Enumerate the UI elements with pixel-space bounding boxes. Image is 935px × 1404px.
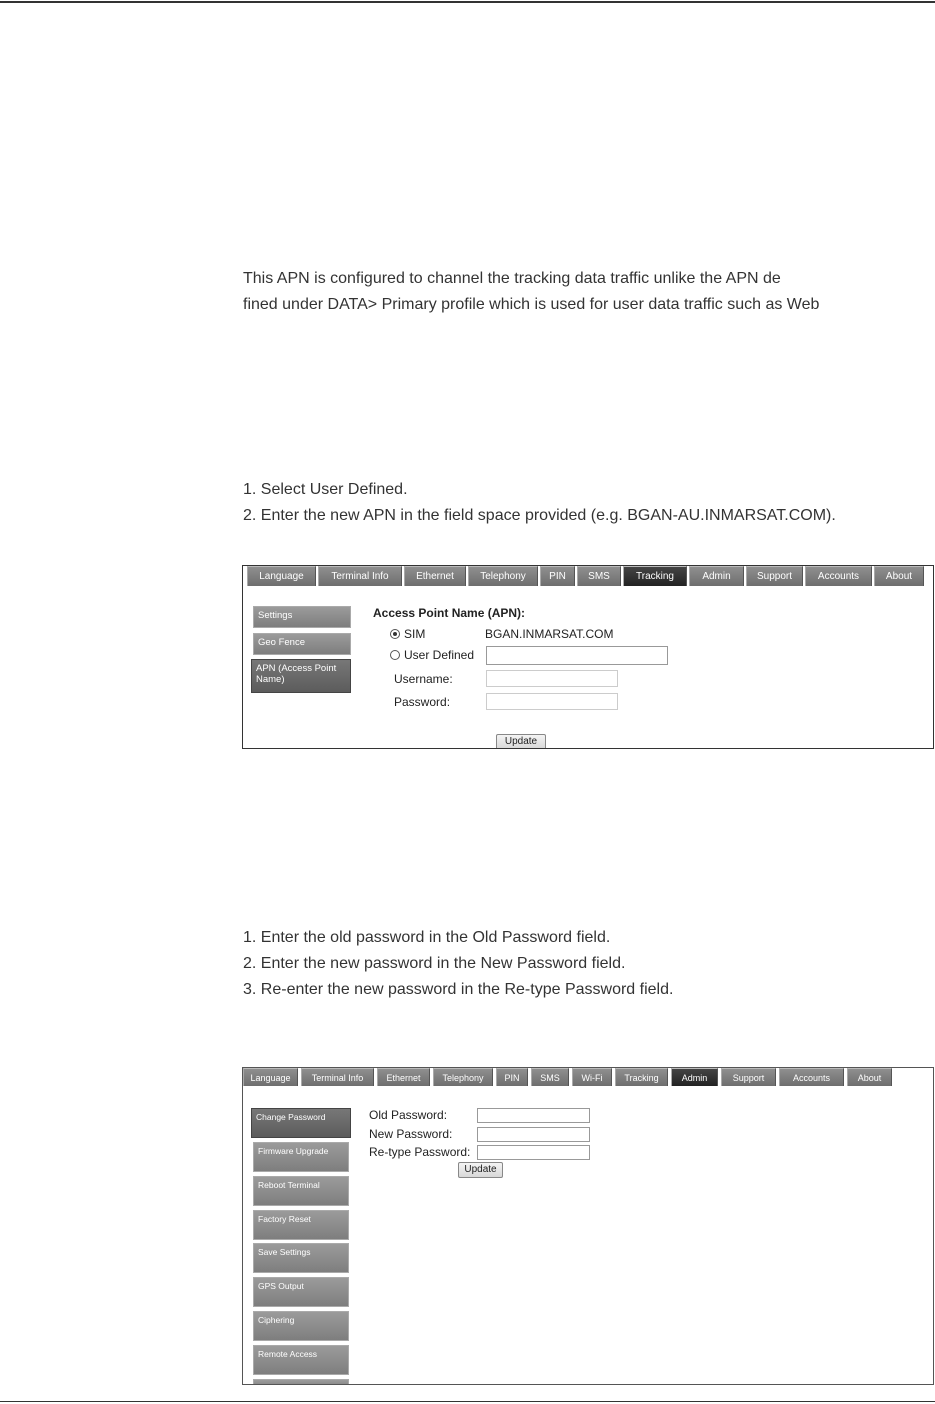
tab-ethernet[interactable]: Ethernet [377,1068,430,1086]
apn-description-line-2: fined under DATA> Primary profile which is used for user data traffic such as Web [243,296,820,313]
sim-option[interactable] [390,627,425,641]
sidebar-item-settings[interactable]: Settings [253,606,351,628]
bottom-rule [0,1401,935,1402]
top-rule [0,1,935,3]
apn-step-2: 2. Enter the new APN in the field space provided (e.g. BGAN-AU.INMARSAT.COM). [243,507,836,524]
sim-radio[interactable] [390,629,400,639]
tab-pin[interactable]: PIN [540,566,575,586]
new-password-input[interactable] [477,1127,590,1142]
retype-password-input[interactable] [477,1145,590,1160]
apn-heading: Access Point Name (APN): [373,606,526,620]
sidebar-item-reboot-terminal[interactable]: Reboot Terminal [253,1176,349,1206]
sidebar-item-firmware-upgrade[interactable]: Firmware Upgrade [253,1142,349,1172]
password-step-2: 2. Enter the new password in the New Password field. [243,955,626,972]
sidebar-item-save-settings[interactable]: Save Settings [253,1243,349,1273]
tab-language[interactable]: Language [243,1068,298,1086]
password-label: Password: [394,695,451,709]
tab-telephony[interactable]: Telephony [468,566,538,586]
nav-tabs [243,1068,892,1086]
sidebar-item-ciphering[interactable]: Ciphering [253,1311,349,1341]
tab-tracking[interactable]: Tracking [615,1068,668,1086]
nav-tabs [243,566,924,586]
password-step-1: 1. Enter the old password in the Old Password field. [243,929,611,946]
apn-steps [243,477,836,529]
tab-pin[interactable]: PIN [496,1068,528,1086]
tab-tracking[interactable]: Tracking [623,566,687,586]
change-password-screenshot [242,1067,934,1385]
tab-admin[interactable]: Admin [671,1068,718,1086]
username-label: Username: [394,672,453,686]
tab-terminal-info[interactable]: Terminal Info [301,1068,374,1086]
sidebar-item-factory-reset[interactable]: Factory Reset [253,1210,349,1240]
sidebar-item-gps-output[interactable]: GPS Output [253,1277,349,1307]
old-password-label: Old Password: [369,1108,448,1122]
sim-label: SIM [404,627,426,641]
apn-description [243,266,819,318]
tab-support[interactable]: Support [746,566,803,586]
tab-admin[interactable]: Admin [689,566,744,586]
new-password-label: New Password: [369,1127,453,1141]
tab-sms[interactable]: SMS [531,1068,569,1086]
sidebar-item-geo-fence[interactable]: Geo Fence [253,633,351,655]
tab-accounts[interactable]: Accounts [805,566,872,586]
tab-telephony[interactable]: Telephony [433,1068,493,1086]
user-defined-radio[interactable] [390,650,400,660]
sidebar-item-change-password[interactable]: Change Password [251,1108,351,1138]
tab-terminal-info[interactable]: Terminal Info [318,566,402,586]
update-button[interactable]: Update [496,734,546,749]
sidebar-item-remote-access[interactable]: Remote Access [253,1345,349,1375]
sidebar-item-apn[interactable]: APN (Access Point Name) [251,659,351,693]
user-defined-label: User Defined [404,648,475,662]
update-button[interactable]: Update [458,1162,503,1178]
username-input[interactable] [486,670,618,687]
sidebar-item-partial[interactable] [253,1379,349,1385]
user-defined-apn-input[interactable] [486,646,668,665]
apn-settings-screenshot [242,565,934,749]
retype-password-label: Re-type Password: [369,1145,471,1159]
tab-wi-fi[interactable]: Wi-Fi [572,1068,612,1086]
password-step-3: 3. Re-enter the new password in the Re-type Password field. [243,981,674,998]
tab-about[interactable]: About [874,566,924,586]
user-defined-option[interactable] [390,648,474,662]
sim-apn-value: BGAN.INMARSAT.COM [485,627,614,641]
apn-description-line-1: This APN is configured to channel the tracking data traffic unlike the APN de [243,270,781,287]
tab-support[interactable]: Support [721,1068,776,1086]
password-input[interactable] [486,693,618,710]
tab-ethernet[interactable]: Ethernet [404,566,466,586]
password-steps [243,925,673,1003]
tab-language[interactable]: Language [247,566,316,586]
old-password-input[interactable] [477,1108,590,1123]
tab-about[interactable]: About [847,1068,892,1086]
apn-step-1: 1. Select User Defined. [243,481,408,498]
tab-accounts[interactable]: Accounts [779,1068,844,1086]
tab-sms[interactable]: SMS [577,566,621,586]
